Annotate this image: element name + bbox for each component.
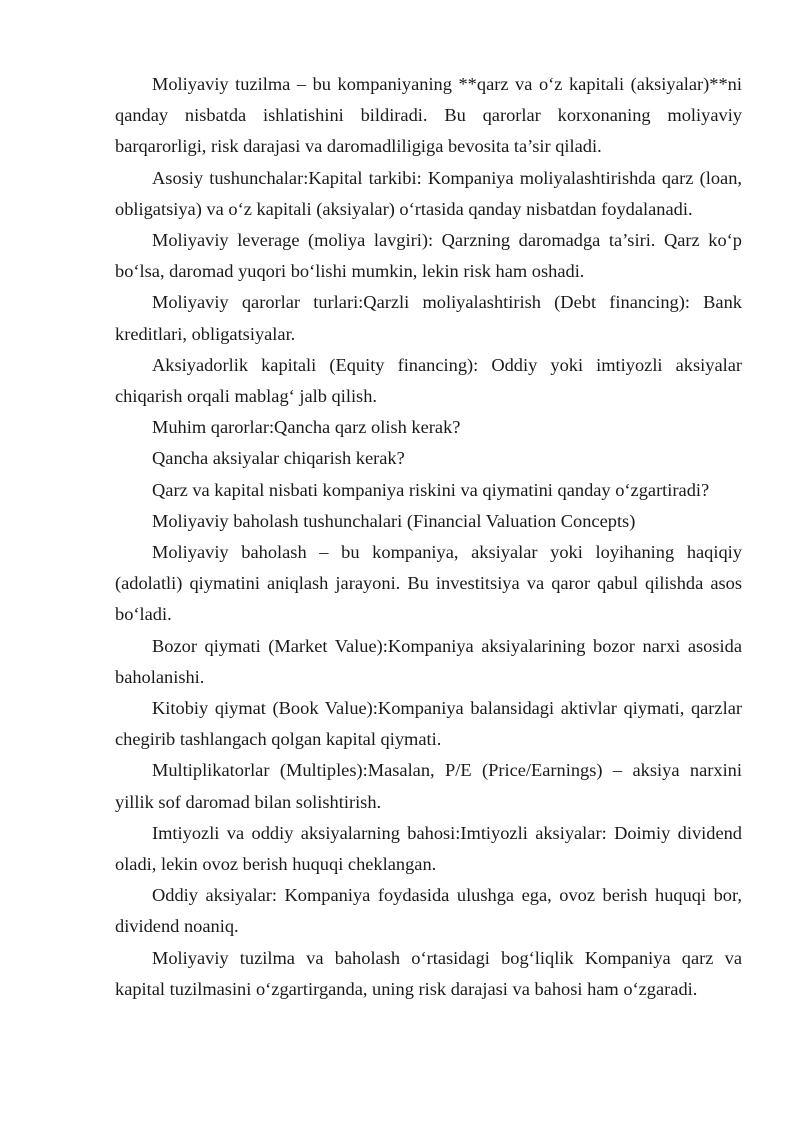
paragraph-structure-valuation-link: Moliyaviy tuzilma va baholash o‘rtasidagi bog‘liqlik Kompaniya qarz va kapital tuzilmasini o‘zgartirganda, uning risk darajasi va bahosi ham o‘zgaradi. [115,947,742,999]
paragraph-important-decisions: Muhim qarorlar:Qancha qarz olish kerak? [152,417,461,438]
paragraph-equity-financing: Aksiyadorlik kapitali (Equity financing): Oddiy yoki imtiyozli aksiyalar chiqarish orqali mablag‘ jalb qilish. [115,354,742,407]
paragraph-key-concepts: Asosiy tushunchalar:Kapital tarkibi: Kompaniya moliyalashtirishda qarz (loan, obligatsiya) va o‘z kapitali (aksiyalar) o‘rtasida qanday nisbatdan foydalanadi. [115,167,742,219]
document-page [115,69,742,1005]
paragraph-capital-structure-definition: Moliyaviy tuzilma – bu kompaniyaning **qarz va o‘z kapitali (aksiyalar)**ni qanday nisbatda ishlatishini bildiradi. Bu qarorlar korxonaning moliyaviy barqarorligi, risk darajasi va daromadliligiga bevosita ta’sir qiladi. [115,74,742,157]
paragraph-common-shares: Oddiy aksiyalar: Kompaniya foydasida ulushga ega, ovoz berish huquqi bor, dividend noaniq. [115,885,742,937]
paragraph-market-value: Bozor qiymati (Market Value):Kompaniya aksiyalarining bozor narxi asosida baholanishi. [115,635,742,687]
section-heading-valuation-concepts: Moliyaviy baholash tushunchalari (Financial Valuation Concepts) [152,510,636,531]
paragraph-multiples: Multiplikatorlar (Multiples):Masalan, P/E (Price/Earnings) – aksiya narxini yillik sof daromad bilan solishtirish. [115,760,742,812]
paragraph-book-value: Kitobiy qiymat (Book Value):Kompaniya balansidagi aktivlar qiymati, qarzlar chegirib tashlangach qolgan kapital qiymati. [115,698,742,750]
paragraph-shares-question: Qancha aksiyalar chiqarish kerak? [152,448,405,469]
paragraph-debt-equity-ratio-question: Qarz va kapital nisbati kompaniya riskini va qiymatini qanday o‘zgartiradi? [152,479,710,500]
paragraph-valuation-definition: Moliyaviy baholash – bu kompaniya, aksiyalar yoki loyihaning haqiqiy (adolatli) qiymatini aniqlash jarayoni. Bu investitsiya va qaror qabul qilishda asos bo‘ladi. [115,542,742,625]
paragraph-debt-financing: Moliyaviy qarorlar turlari:Qarzli moliyalashtirish (Debt financing): Bank kreditlari, obligatsiyalar. [115,292,742,344]
paragraph-financial-leverage: Moliyaviy leverage (moliya lavgiri): Qarzning daromadga ta’siri. Qarz ko‘p bo‘lsa, daromad yuqori bo‘lishi mumkin, lekin risk ham oshadi. [115,230,742,282]
paragraph-preferred-shares: Imtiyozli va oddiy aksiyalarning bahosi:Imtiyozli aksiyalar: Doimiy dividend oladi, lekin ovoz berish huquqi cheklangan. [115,822,742,875]
